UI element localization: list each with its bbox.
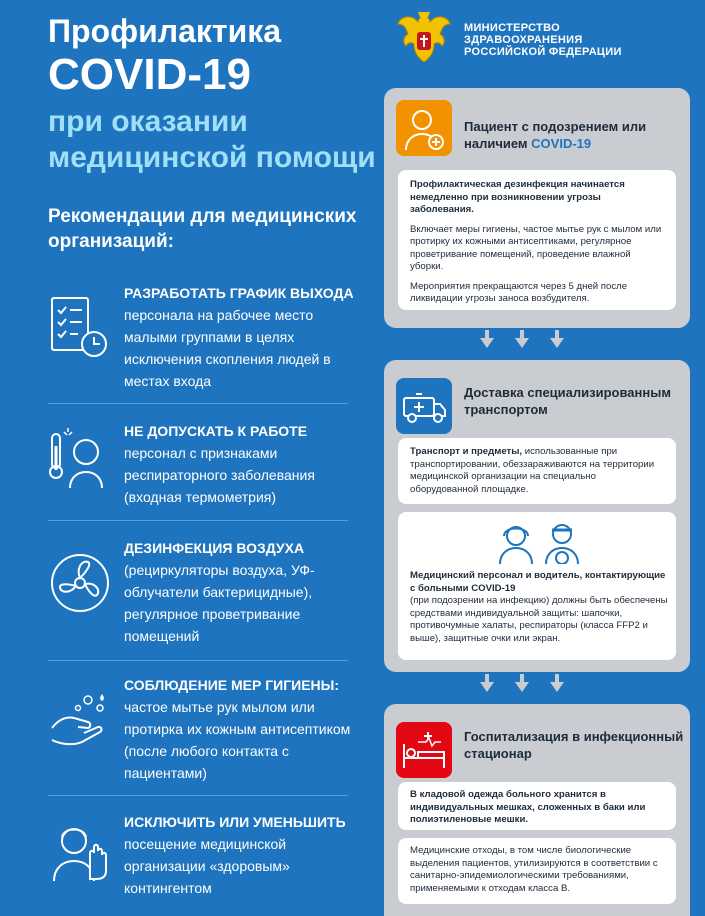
arrow-down bbox=[515, 338, 529, 348]
panel-transport bbox=[384, 360, 690, 672]
ministry-line-2: ЗДРАВООХРАНЕНИЯ bbox=[464, 34, 583, 46]
item-text bbox=[124, 420, 354, 508]
card-paragraph: Включает меры гигиены, частое мытье рук с мылом или протирку их кожными антисептиками, регулярное проветривание помещений, проведение влажной уборки. bbox=[410, 223, 662, 272]
item-title: ДЕЗИНФЕКЦИЯ ВОЗДУХА bbox=[124, 540, 305, 556]
panel-title-text: Пациент с подозрением или наличием bbox=[464, 119, 647, 151]
divider bbox=[48, 403, 348, 404]
divider bbox=[48, 795, 348, 796]
arrow-stem bbox=[520, 330, 524, 338]
card-paragraph: Мероприятия прекращаются через 5 дней после ликвидации угрозы заноса возбудителя. bbox=[410, 280, 628, 304]
item-title: ИСКЛЮЧИТЬ ИЛИ УМЕНЬШИТЬ bbox=[124, 814, 346, 830]
hospital-bed-icon bbox=[396, 722, 452, 778]
info-card bbox=[398, 170, 676, 310]
arrow-stem bbox=[520, 674, 524, 682]
item-text bbox=[124, 811, 354, 899]
ambulance-icon bbox=[396, 378, 452, 434]
card-lead: В кладовой одежда больного хранится в индивидуальных мешках, сложенных в баки или полиэтиленовые мешки. bbox=[410, 789, 646, 825]
panel-title-highlight: COVID-19 bbox=[531, 136, 592, 151]
arrow-stem bbox=[485, 674, 489, 682]
divider bbox=[48, 660, 348, 661]
card-text: Медицинские отходы, в том числе биологические выделения пациентов, утилизируются в соответствии с санитарно-эпидемиологическими требованиями, применяемыми к отходам класса В. bbox=[410, 845, 658, 894]
panel-title: Госпитализация в инфекционный стационар bbox=[464, 729, 684, 761]
item-description: (рециркуляторы воздуха, УФ-облучатели бактерицидные), регулярное проветривание помещений bbox=[124, 562, 315, 644]
card-text: (при подозрении на инфекцию) должны быть обеспечены средствами индивидуальной защиты: шапочки, противочумные халаты, респираторы (класса FFP2 и выше), защитные очки или экран. bbox=[410, 595, 668, 644]
item-text bbox=[124, 674, 354, 784]
title-line-2: COVID-19 bbox=[48, 50, 251, 99]
info-card bbox=[398, 782, 676, 830]
card-lead: Медицинский персонал и водитель, контактирующие с больными COVID-19 bbox=[410, 570, 666, 594]
card-lead: Транспорт и предметы, bbox=[410, 446, 523, 457]
title-line-3: при оказании медицинской помощи bbox=[48, 105, 376, 174]
thermometer-person-icon bbox=[48, 426, 112, 490]
ministry-line-3: РОССИЙСКОЙ ФЕДЕРАЦИИ bbox=[464, 46, 622, 58]
arrow-stem bbox=[555, 330, 559, 338]
item-text bbox=[124, 282, 354, 392]
ministry-line-1: МИНИСТЕРСТВО bbox=[464, 22, 560, 34]
arrow-stem bbox=[555, 674, 559, 682]
stop-hand-person-icon bbox=[48, 819, 112, 883]
panel-patient-suspicion bbox=[384, 88, 690, 328]
item-description: посещение медицинской организации «здоровым» контингентом bbox=[124, 836, 290, 896]
recommendations-title: Рекомендации для медицинских организаций: bbox=[48, 206, 357, 252]
item-title: РАЗРАБОТАТЬ ГРАФИК ВЫХОДА bbox=[124, 285, 354, 301]
item-description: персонал с признаками респираторного заболевания (входная термометрия) bbox=[124, 445, 315, 505]
info-card bbox=[398, 438, 676, 504]
item-description: частое мытье рук мылом или протирка их кожным антисептиком (после любого контакта с пациентами) bbox=[124, 699, 351, 781]
coat-of-arms-logo bbox=[396, 8, 452, 70]
info-card bbox=[398, 838, 676, 904]
item-title: СОБЛЮДЕНИЕ МЕР ГИГИЕНЫ: bbox=[124, 677, 340, 693]
info-card-ppe bbox=[398, 512, 676, 660]
title-line-1: Профилактика bbox=[48, 13, 282, 49]
arrow-down bbox=[550, 682, 564, 692]
schedule-icon bbox=[48, 294, 112, 358]
arrow-down bbox=[550, 338, 564, 348]
hand-wash-icon bbox=[48, 690, 112, 754]
item-title: НЕ ДОПУСКАТЬ К РАБОТЕ bbox=[124, 423, 308, 439]
panel-hospitalization bbox=[384, 704, 690, 916]
card-text: использованные при транспортировании, обеззараживаются на территории медицинской организации на специально оборудованной площадке. bbox=[410, 446, 655, 495]
arrow-down bbox=[515, 682, 529, 692]
fan-icon bbox=[48, 551, 112, 615]
ministry-name bbox=[464, 22, 622, 58]
panel-title bbox=[464, 118, 684, 152]
arrow-down bbox=[480, 682, 494, 692]
item-description: персонала на рабочее место малыми группами в целях исключения скопления людей в местах входа bbox=[124, 307, 331, 389]
arrow-down bbox=[480, 338, 494, 348]
arrow-stem bbox=[485, 330, 489, 338]
medic-driver-icon bbox=[492, 520, 588, 564]
card-lead: Профилактическая дезинфекция начинается немедленно при возникновении угрозы заболевания. bbox=[410, 179, 625, 215]
item-text bbox=[124, 537, 354, 647]
divider bbox=[48, 520, 348, 521]
doctor-icon bbox=[396, 100, 452, 156]
panel-title: Доставка специализированным транспортом bbox=[464, 385, 671, 417]
